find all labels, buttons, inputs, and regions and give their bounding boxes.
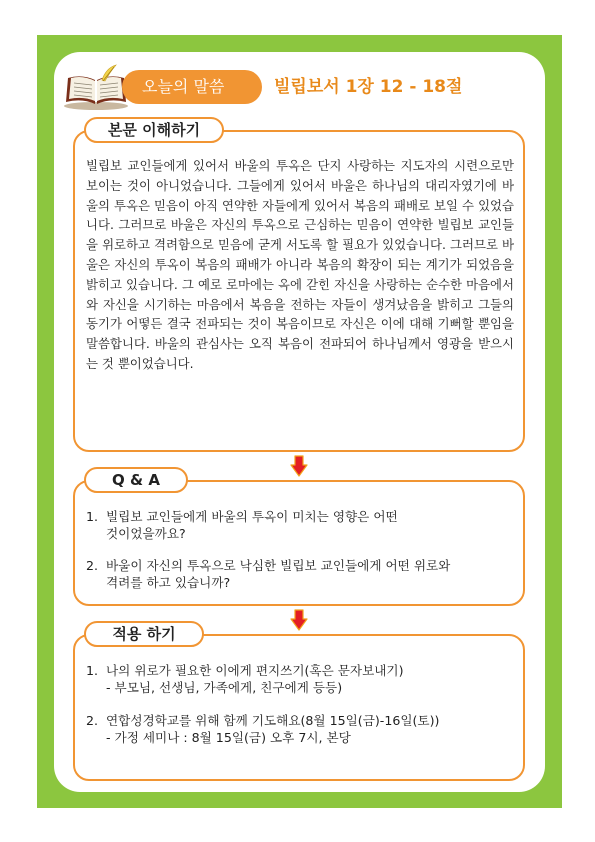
apply-subtext: - 부모님, 선생님, 가족에게, 친구에게 등등) [106,680,343,695]
apply-number: 2. [86,713,99,728]
apply-text: 연합성경학교를 위해 함께 기도해요(8월 15일(금)-16일(토)) [106,713,440,728]
down-arrow-icon [290,609,308,631]
list-item [86,712,518,746]
list-item [86,662,518,696]
todays-word-badge: 오늘의 말씀 [122,70,262,104]
apply-number: 1. [86,663,99,678]
understanding-section-tab: 본문 이해하기 [84,117,224,143]
open-book-icon [62,64,130,110]
apply-subtext: - 가정 세미나 : 8월 15일(금) 오후 7시, 본당 [106,730,351,745]
apply-text: 나의 위로가 필요한 이에게 편지쓰기(혹은 문자보내기) [106,663,404,678]
apply-section-tab: 적용 하기 [84,621,204,647]
qa-question-list [86,508,518,591]
down-arrow-icon [290,455,308,477]
question-text-continued: 것이었을까요? [106,526,186,541]
apply-item-list [86,662,518,746]
understanding-body-text: 빌립보 교인들에게 있어서 바울의 투옥은 단지 사랑하는 지도자의 시련으로만 보이는 것이 아니었습니다. 그들에게 있어서 바울은 하나님의 대리자였기에 바울의 투옥은 믿음이 아직 연약한 자들에게 있어서 복음의 패배로 보일 수 있었습니다. 그러므로 바울은 자신의 투옥으로 근심하는 믿음이 연약한 빌립보 교인들을 위로하고 격려함으로 믿음에 굳게 서도록 할 필요가 있었습니다. 그러므로 바울은 자신의 투옥이 복음의 패배가 아니라 복음의 확장이 되는 계기가 되었음을 밝히고 있습니다. 그 예로 로마에는 옥에 갇힌 자신을 사랑하는 순수한 마음에서와 자신을 시기하는 마음에서 복음을 전하는 자들이 생겨났음을 밝히고 그들의 동기가 어떻든 결국 전파되는 것이 복음이므로 자신은 이에 대해 기뻐할 뿐임을 말씀합니다. 바울의 관심사는 오직 복음이 전파되어 하나님께서 영광을 받으시는 것 뿐이었습니다. [86,158,514,371]
scripture-reference: 빌립보서 1장 12 - 18절 [274,77,463,97]
list-item [86,557,518,591]
question-number: 2. [86,558,99,573]
question-text: 바울이 자신의 투옥으로 낙심한 빌립보 교인들에게 어떤 위로와 [106,558,451,573]
qa-section-tab: Q & A [84,467,188,493]
list-item [86,508,518,542]
question-text: 빌립보 교인들에게 바울의 투옥이 미치는 영향은 어떤 [106,509,398,524]
question-number: 1. [86,509,99,524]
question-text-continued: 격려를 하고 있습니까? [106,575,231,590]
